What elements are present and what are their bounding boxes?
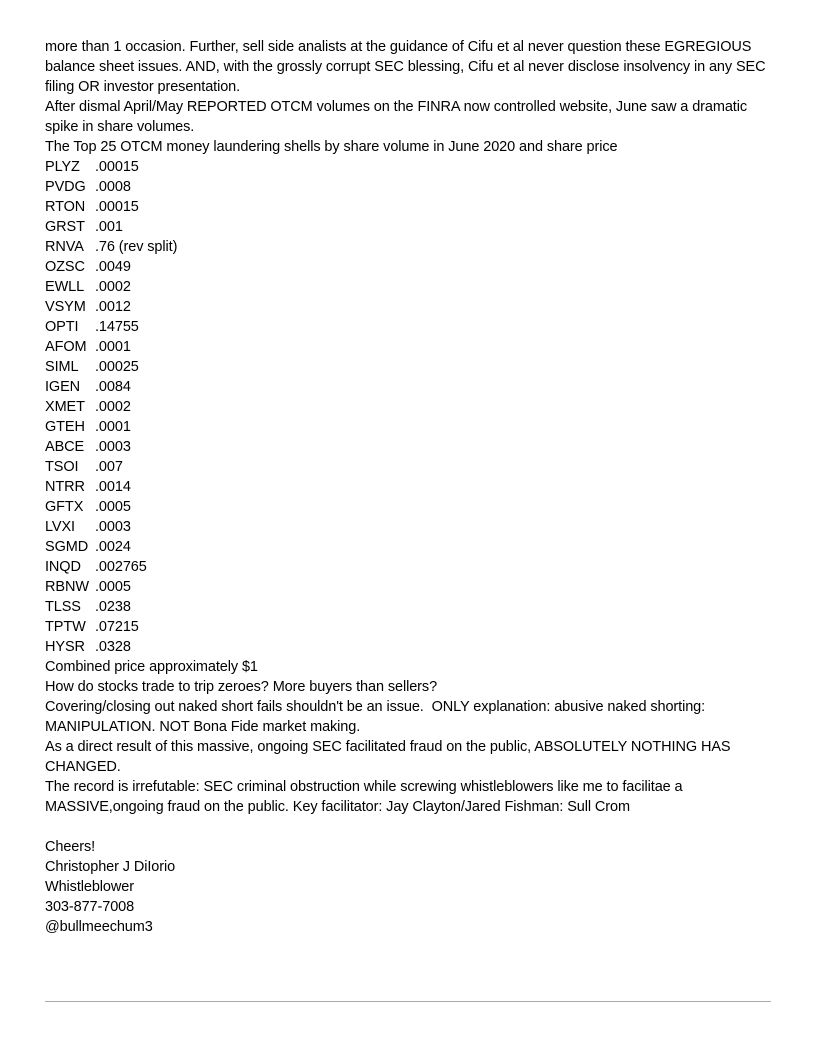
ticker-symbol: PVDG — [45, 179, 86, 195]
paragraph-top25-heading: The Top 25 OTCM money laundering shells by share volume in June 2020 and share price — [45, 139, 618, 155]
ticker-row — [45, 277, 771, 297]
ticker-row — [45, 477, 771, 497]
ticker-price: .07215 — [95, 619, 139, 635]
ticker-price: .0003 — [95, 519, 131, 535]
blank-line — [45, 817, 771, 837]
paragraph-naked-shorting: Covering/closing out naked short fails shouldn't be an issue. ONLY explanation: abusive naked shorting: MANIPULATION. NOT Bona Fide market making. — [45, 699, 709, 735]
paragraph-record-irrefutable: The record is irrefutable: SEC criminal obstruction while screwing whistleblowers like me to facilitae a MASSIVE,ongoing fraud on the public. Key facilitator: Jay Clayton/Jared Fishman: Sull Crom — [45, 779, 687, 815]
ticker-symbol: TSOI — [45, 459, 79, 475]
ticker-price: .0008 — [95, 179, 131, 195]
ticker-row — [45, 237, 771, 257]
ticker-price: .0002 — [95, 279, 131, 295]
ticker-price: .14755 — [95, 319, 139, 335]
signature-name: Christopher J DiIorio — [45, 859, 176, 875]
ticker-price: .0005 — [95, 499, 131, 515]
ticker-row — [45, 597, 771, 617]
ticker-row — [45, 337, 771, 357]
ticker-price: .76 (rev split) — [95, 239, 178, 255]
ticker-row — [45, 457, 771, 477]
ticker-price: .0014 — [95, 479, 131, 495]
ticker-row — [45, 357, 771, 377]
ticker-row — [45, 297, 771, 317]
ticker-row — [45, 577, 771, 597]
ticker-row — [45, 197, 771, 217]
ticker-symbol: TPTW — [45, 619, 86, 635]
ticker-symbol: IGEN — [45, 379, 81, 395]
ticker-price: .00015 — [95, 199, 139, 215]
ticker-symbol: OZSC — [45, 259, 85, 275]
ticker-symbol: INQD — [45, 559, 81, 575]
ticker-symbol: ABCE — [45, 439, 85, 455]
ticker-price: .007 — [95, 459, 123, 475]
ticker-row — [45, 537, 771, 557]
ticker-price: .0012 — [95, 299, 131, 315]
ticker-price: .0049 — [95, 259, 131, 275]
ticker-symbol: XMET — [45, 399, 85, 415]
ticker-symbol: GFTX — [45, 499, 84, 515]
ticker-row — [45, 257, 771, 277]
ticker-row — [45, 437, 771, 457]
paragraph-volumes: After dismal April/May REPORTED OTCM volumes on the FINRA now controlled website, June saw a dramatic spike in share volumes. — [45, 99, 751, 135]
ticker-symbol: NTRR — [45, 479, 85, 495]
ticker-row — [45, 637, 771, 657]
ticker-list — [45, 157, 771, 657]
ticker-row — [45, 497, 771, 517]
ticker-row — [45, 157, 771, 177]
ticker-price: .0024 — [95, 539, 131, 555]
ticker-symbol: TLSS — [45, 599, 81, 615]
ticker-price: .0238 — [95, 599, 131, 615]
signature-phone: 303-877-7008 — [45, 899, 135, 915]
paragraph-combined-price: Combined price approximately $1 — [45, 659, 258, 675]
ticker-symbol: HYSR — [45, 639, 85, 655]
ticker-price: .00015 — [95, 159, 139, 175]
ticker-row — [45, 397, 771, 417]
ticker-price: .0328 — [95, 639, 131, 655]
ticker-price: .0003 — [95, 439, 131, 455]
ticker-symbol: EWLL — [45, 279, 85, 295]
signature-block — [45, 837, 771, 937]
signature-role: Whistleblower — [45, 879, 134, 895]
ticker-price: .0084 — [95, 379, 131, 395]
signature-cheers: Cheers! — [45, 839, 96, 855]
ticker-symbol: LVXI — [45, 519, 75, 535]
ticker-price: .0002 — [95, 399, 131, 415]
paragraph-nothing-changed: As a direct result of this massive, ongoing SEC facilitated fraud on the public, ABSOLUTELY NOTHING HAS CHANGED. — [45, 739, 735, 775]
ticker-symbol: SGMD — [45, 539, 89, 555]
ticker-symbol: OPTI — [45, 319, 79, 335]
ticker-row — [45, 377, 771, 397]
ticker-price: .0005 — [95, 579, 131, 595]
ticker-row — [45, 517, 771, 537]
ticker-price: .00025 — [95, 359, 139, 375]
ticker-row — [45, 217, 771, 237]
ticker-price: .0001 — [95, 419, 131, 435]
ticker-symbol: RNVA — [45, 239, 84, 255]
ticker-symbol: GTEH — [45, 419, 85, 435]
ticker-price: .0001 — [95, 339, 131, 355]
ticker-row — [45, 557, 771, 577]
ticker-row — [45, 177, 771, 197]
ticker-symbol: RBNW — [45, 579, 89, 595]
paragraph-trip-zeroes: How do stocks trade to trip zeroes? More buyers than sellers? — [45, 679, 438, 695]
ticker-row — [45, 417, 771, 437]
ticker-symbol: VSYM — [45, 299, 86, 315]
ticker-symbol: SIML — [45, 359, 79, 375]
paragraph-balance-sheet: more than 1 occasion. Further, sell side analists at the guidance of Cifu et al never question these EGREGIOUS balance sheet issues. AND, with the grossly corrupt SEC blessing, Cifu et al never disclose insolvency in any SEC filing OR investor presentation. — [45, 39, 770, 95]
ticker-price: .002765 — [95, 559, 147, 575]
ticker-symbol: GRST — [45, 219, 85, 235]
ticker-symbol: PLYZ — [45, 159, 80, 175]
ticker-symbol: AFOM — [45, 339, 87, 355]
ticker-row — [45, 317, 771, 337]
ticker-row — [45, 617, 771, 637]
ticker-symbol: RTON — [45, 199, 86, 215]
footer-divider — [45, 1001, 771, 1002]
ticker-price: .001 — [95, 219, 123, 235]
signature-handle: @bullmeechum3 — [45, 919, 153, 935]
